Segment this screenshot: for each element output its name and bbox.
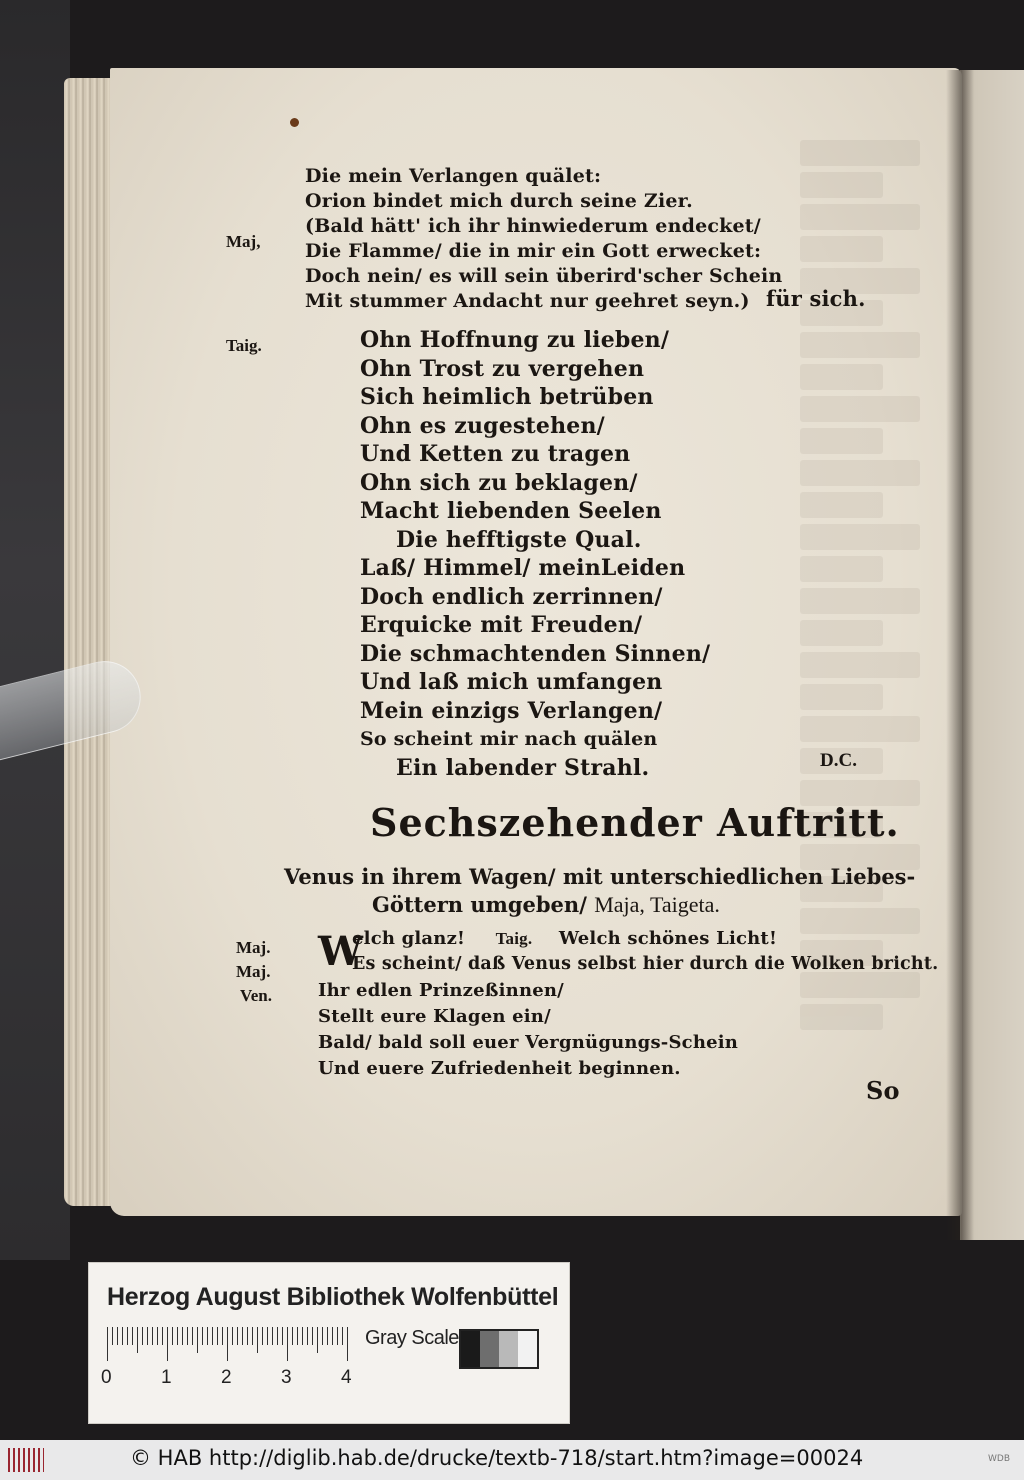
stage-direction-line: Venus in ihrem Wagen/ mit unterschiedlichen Liebes- — [284, 864, 916, 889]
dialogue-text: elch glanz! — [352, 928, 466, 949]
da-capo-mark: D.C. — [820, 750, 857, 771]
background-cloth — [0, 0, 70, 1260]
copyright-link[interactable]: © HAB http://diglib.hab.de/drucke/textb-718/start.htm?image=00024 — [130, 1446, 864, 1470]
ruler-tick — [337, 1327, 338, 1345]
ruler-tick — [237, 1327, 238, 1345]
ruler-label: 3 — [281, 1367, 292, 1388]
dialogue-text: Welch schönes Licht! — [558, 928, 778, 949]
aria-block — [360, 326, 710, 782]
aria-line: Ein labender Strahl. — [396, 754, 650, 781]
scene-heading: Sechszehender Auftritt. — [370, 800, 900, 845]
aria-line: Ohn sich zu beklagen/ — [360, 469, 638, 496]
speaker-label: Maj, — [226, 232, 261, 251]
ruler-tick — [187, 1327, 188, 1345]
ruler-tick — [252, 1327, 253, 1345]
ruler-tick — [192, 1327, 193, 1345]
speaker-label: Taig. — [226, 336, 262, 355]
aria-line: Die hefftigste Qual. — [396, 526, 642, 553]
ruler-tick — [257, 1327, 258, 1353]
ruler-labels — [101, 1367, 371, 1393]
aria-line: Sich heimlich betrüben — [360, 384, 654, 410]
ruler-tick — [197, 1327, 198, 1353]
aria-line: Ohn es zugestehen/ — [360, 412, 605, 439]
gray-swatch — [518, 1331, 537, 1367]
aria-line: Macht liebenden Seelen — [360, 498, 662, 524]
ruler-tick — [132, 1327, 133, 1345]
ruler-tick — [172, 1327, 173, 1345]
stage-aside: für sich. — [766, 286, 866, 311]
ruler-tick — [317, 1327, 318, 1353]
gray-scale-label: Gray Scale — [365, 1327, 459, 1349]
ruler-tick — [207, 1327, 208, 1345]
ruler-tick — [222, 1327, 223, 1345]
aria-line: Ohn Hoffnung zu lieben/ — [360, 327, 670, 353]
ruler-tick — [152, 1327, 153, 1345]
aria-line: Laß/ Himmel/ meinLeiden — [360, 555, 686, 581]
verse-line: Doch nein/ es will sein überird'scher Schein — [305, 265, 783, 287]
aria-line: Ohn Trost zu vergehen — [360, 355, 645, 382]
dialogue-line — [352, 928, 777, 949]
ruler-tick — [212, 1327, 213, 1345]
ruler-tick — [287, 1327, 288, 1361]
speaker-label-inline: Taig. — [495, 929, 533, 948]
ink-spot — [290, 118, 299, 127]
ruler-tick — [327, 1327, 328, 1345]
ruler-tick — [147, 1327, 148, 1345]
speaker-label: Ven. — [240, 986, 272, 1005]
dialogue-line: Und euere Zufriedenheit beginnen. — [318, 1058, 681, 1079]
ruler-tick — [112, 1327, 113, 1345]
speaker-label: Maj. — [236, 938, 271, 957]
ruler-label: 0 — [101, 1367, 112, 1388]
ruler-tick — [342, 1327, 343, 1345]
centimeter-ruler — [107, 1327, 357, 1361]
dialogue-line: Ihr edlen Prinzeßinnen/ — [318, 980, 564, 1001]
aria-line: So scheint mir nach quälen — [360, 728, 658, 750]
gray-swatch — [461, 1331, 480, 1367]
gutter-shadow — [946, 70, 974, 1240]
ruler-tick — [127, 1327, 128, 1345]
aria-line: Doch endlich zerrinnen/ — [360, 583, 663, 610]
ruler-tick — [277, 1327, 278, 1345]
aria-line: Die schmachtenden Sinnen/ — [360, 640, 711, 667]
dialogue-line: Bald/ bald soll euer Vergnügungs-Schein — [318, 1032, 739, 1053]
ruler-tick — [157, 1327, 158, 1345]
ruler-tick — [262, 1327, 263, 1345]
verse-block — [305, 164, 782, 314]
aria-line: Erquicke mit Freuden/ — [360, 612, 643, 638]
aria-line: Mein einzigs Verlangen/ — [360, 697, 663, 724]
library-name: Herzog August Bibliothek Wolfenbüttel — [107, 1283, 559, 1311]
hab-logo-icon — [8, 1448, 44, 1472]
verse-line: Die Flamme/ die in mir ein Gott erwecket: — [305, 240, 762, 262]
catchword: So — [866, 1076, 900, 1105]
gray-swatch — [499, 1331, 518, 1367]
library-scale-card — [88, 1262, 570, 1424]
dialogue-line: Stellt eure Klagen ein/ — [318, 1006, 551, 1027]
ruler-tick — [347, 1327, 348, 1361]
stage-direction-names: Maja, Taigeta. — [594, 892, 720, 917]
ruler-tick — [122, 1327, 123, 1345]
ruler-tick — [217, 1327, 218, 1345]
ruler-label: 2 — [221, 1367, 232, 1388]
drop-initial: W — [318, 928, 363, 975]
ruler-label: 4 — [341, 1367, 352, 1388]
ruler-tick — [267, 1327, 268, 1345]
ruler-tick — [282, 1327, 283, 1345]
stage-direction-text: Göttern umgeben/ — [372, 892, 587, 917]
venus-speech — [318, 978, 738, 1082]
ruler-tick — [247, 1327, 248, 1345]
ruler-tick — [167, 1327, 168, 1361]
ruler-tick — [322, 1327, 323, 1345]
stage-direction-line-2 — [372, 892, 720, 918]
verse-line: Die mein Verlangen quälet: — [305, 165, 602, 187]
gray-scale-bar — [459, 1329, 539, 1369]
ruler-tick — [162, 1327, 163, 1345]
ruler-tick — [302, 1327, 303, 1345]
ruler-tick — [307, 1327, 308, 1345]
ruler-tick — [242, 1327, 243, 1345]
ruler-tick — [312, 1327, 313, 1345]
ruler-tick — [182, 1327, 183, 1345]
ruler-label: 1 — [161, 1367, 172, 1388]
ruler-tick — [272, 1327, 273, 1345]
ruler-tick — [177, 1327, 178, 1345]
ruler-tick — [292, 1327, 293, 1345]
ruler-tick — [107, 1327, 108, 1361]
ruler-tick — [227, 1327, 228, 1361]
ruler-tick — [202, 1327, 203, 1345]
ruler-tick — [232, 1327, 233, 1345]
dialogue-line: Es scheint/ daß Venus selbst hier durch die Wolken bricht. — [352, 954, 939, 974]
verse-line: Mit stummer Andacht nur geehret seyn.) — [305, 290, 750, 312]
aria-line: Und laß mich umfangen — [360, 669, 663, 695]
verse-line: Orion bindet mich durch seine Zier. — [305, 190, 693, 212]
speaker-label: Maj. — [236, 962, 271, 981]
ruler-tick — [117, 1327, 118, 1345]
ruler-tick — [297, 1327, 298, 1345]
ruler-tick — [142, 1327, 143, 1345]
verse-line: (Bald hätt' ich ihr hinwiederum endecket/ — [305, 215, 761, 237]
footer-bar — [0, 1440, 1024, 1480]
ruler-tick — [332, 1327, 333, 1345]
gray-swatch — [480, 1331, 499, 1367]
ruler-tick — [137, 1327, 138, 1353]
aria-line: Und Ketten zu tragen — [360, 441, 631, 467]
wdb-mark: WDB — [987, 1454, 1010, 1464]
